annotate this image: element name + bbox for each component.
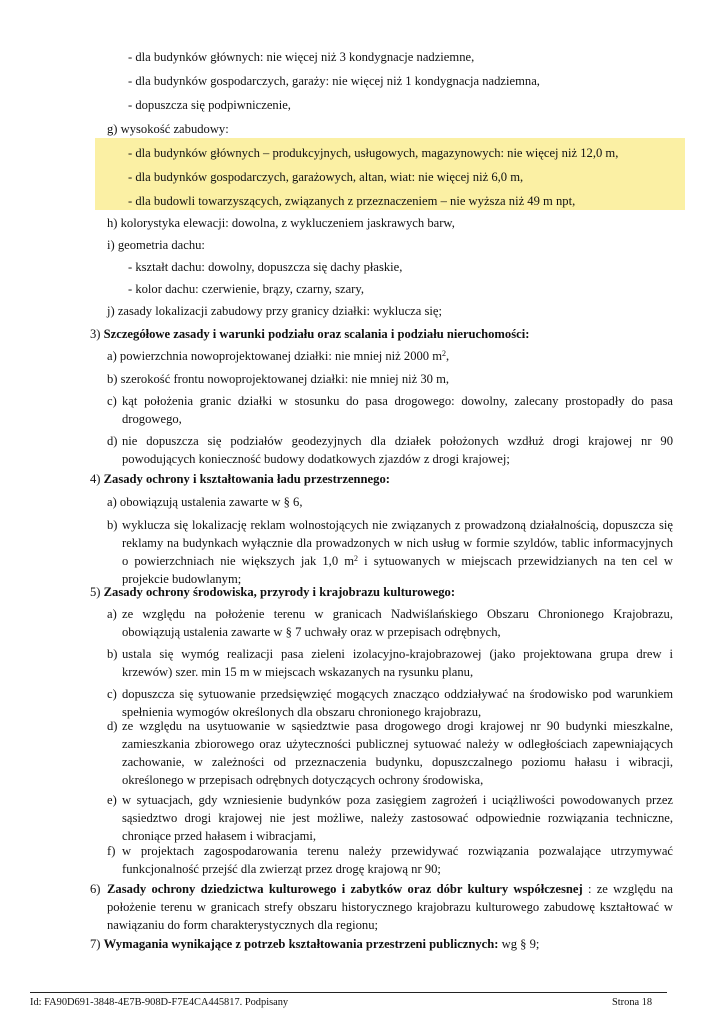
item-g-heading: g) wysokość zabudowy: xyxy=(107,122,229,136)
item-g-line3: - dla budowli towarzyszących, związanych z przeznaczeniem – nie wyższa niż 49 m npt, xyxy=(128,194,576,208)
section-number: 5) xyxy=(90,585,101,599)
line-g-a3: - dopuszcza się podpiwniczenie, xyxy=(128,98,291,112)
item-5d: ze względu na usytuowanie w sąsiedztwie pasa drogowego drogi krajowej nr 90 budynki mieszkalne, zamieszkania zbiorowego oraz użyteczności publicznej sytuować należy w odległościach zapewniających zachowanie, w zależności od przeznaczenia budynku, dopuszczalnego poziomu hałasu i wibracji, określonego w przepisach odrębnych dotyczących ochrony środowiska, xyxy=(122,719,673,787)
item-5b-label: b) xyxy=(107,647,118,661)
item-i-line1: - kształt dachu: dowolny, dopuszcza się dachy płaskie, xyxy=(128,260,403,274)
item-4b-text-end: i sytuowanych w miejscach przewidzianych na ten cel w projekcie budowlanym; xyxy=(122,554,673,586)
item-5c: dopuszcza się sytuowanie przedsięwzięć mogących znacząco oddziaływać na środowisko pod warunkiem spełnienia wymogów określonych dla obszaru chronionego krajobrazu, xyxy=(122,687,673,719)
section-number: 7) xyxy=(90,937,101,951)
item-3d-label: d) xyxy=(107,434,118,448)
section-text: : ze względu na położenie terenu w granicach strefy obszaru historycznego krajobrazu kulturowego zabudowę kształtować w nawiązaniu do form charakterystycznych dla regionu; xyxy=(107,882,673,932)
section-title: Zasady ochrony środowiska, przyrody i krajobrazu kulturowego: xyxy=(103,585,456,599)
item-5c-label: c) xyxy=(107,687,117,701)
item-3a xyxy=(107,347,449,365)
item-5b: ustala się wymóg realizacji pasa zieleni izolacyjno-krajobrazowej (jako projektowana grupa drew i krzewów) szer. min 15 m w miejscach wskazanych na rysunku planu, xyxy=(122,647,673,679)
footer-document-id: Id: FA90D691-3848-4E7B-908D-F7E4CA445817. Podpisany xyxy=(30,997,289,1008)
item-j: j) zasady lokalizacji zabudowy przy granicy działki: wyklucza się; xyxy=(107,304,443,318)
item-5f: w projektach zagospodarowania terenu należy przewidywać rozwiązania pozwalające utrzymywać funkcjonalność przejść dla zwierząt przez drogę krajową nr 90; xyxy=(122,844,673,876)
section-6-number: 6) xyxy=(90,882,101,896)
item-i-heading: i) geometria dachu: xyxy=(107,238,205,252)
section-number: 4) xyxy=(90,472,101,486)
superscript: 2 xyxy=(442,349,447,358)
item-3d: nie dopuszcza się podziałów geodezyjnych dla działek położonych wzdłuż drogi krajowej nr 90 powodujących konieczność budowy dodatkowych zjazdów z drogi krajowej; xyxy=(122,434,673,466)
item-5a-label: a) xyxy=(107,607,117,621)
punctuation: , xyxy=(446,349,450,363)
section-title: Zasady ochrony i kształtowania ładu przestrzennego: xyxy=(103,472,390,486)
superscript: 2 xyxy=(354,554,359,563)
footer-page-number: Strona 18 xyxy=(612,997,653,1008)
item-3c: kąt położenia granic działki w stosunku do pasa drogowego: dowolny, zalecany prostopadły do pasa drogowego, xyxy=(122,394,673,426)
item-4b-label: b) xyxy=(107,518,118,532)
footer-divider xyxy=(30,992,667,993)
section-title: Zasady ochrony dziedzictwa kulturowego i zabytków oraz dóbr kultury współczesnej xyxy=(107,882,583,896)
section-number: 3) xyxy=(90,327,101,341)
item-h: h) kolorystyka elewacji: dowolna, z wykluczeniem jaskrawych barw, xyxy=(107,216,455,230)
section-7-heading xyxy=(90,935,539,953)
item-5a: ze względu na położenie terenu w granicach Nadwiślańskiego Obszaru Chronionego Krajobrazu, obowiązują ustalenia zawarte w § 7 uchwały oraz w przepisach odrębnych, xyxy=(122,607,673,639)
item-5e-label: e) xyxy=(107,793,117,807)
item-4a: a) obowiązują ustalenia zawarte w § 6, xyxy=(107,495,303,509)
item-4b-text: wyklucza się lokalizację reklam wolnostojących nie związanych z prowadzoną działalnością, dopuszcza się reklamy na budynkach wyłącznie dla prowadzonych w nich usług w formie szyldów, tablic informacyjnych o powierzchniach nie większych jak 1,0 m xyxy=(122,518,673,568)
item-g-line1: - dla budynków głównych – produkcyjnych, usługowych, magazynowych: nie więcej niż 12,0 m, xyxy=(128,146,619,160)
section-5-heading xyxy=(90,583,455,601)
section-title: Wymagania wynikające z potrzeb kształtowania przestrzeni publicznych: xyxy=(103,937,499,951)
item-5e: w sytuacjach, gdy wzniesienie budynków poza zasięgiem zagrożeń i uciążliwości powodowanych przez sąsiedztwo drogi krajowej nie jest możliwe, należy zastosować odpowiednie rozwiązania techniczne, chroniące przed hałasem i wibracjami, xyxy=(122,793,673,843)
section-text: wg § 9; xyxy=(498,937,540,951)
item-5d-label: d) xyxy=(107,719,118,733)
item-3c-label: c) xyxy=(107,394,117,408)
item-3b: b) szerokość frontu nowoprojektowanej działki: nie mniej niż 30 m, xyxy=(107,372,450,386)
item-5f-label: f) xyxy=(107,844,116,858)
section-3-heading xyxy=(90,325,529,343)
section-title: Szczegółowe zasady i warunki podziału oraz scalania i podziału nieruchomości: xyxy=(103,327,530,341)
section-4-heading xyxy=(90,470,390,488)
item-i-line2: - kolor dachu: czerwienie, brązy, czarny, szary, xyxy=(128,282,365,296)
section-6 xyxy=(107,880,673,934)
item-3a-text: a) powierzchnia nowoprojektowanej działki: nie mniej niż 2000 m xyxy=(107,349,443,363)
line-g-a2: - dla budynków gospodarczych, garaży: nie więcej niż 1 kondygnacja nadziemna, xyxy=(128,74,540,88)
item-g-line2: - dla budynków gospodarczych, garażowych, altan, wiat: nie więcej niż 6,0 m, xyxy=(128,170,524,184)
item-4b xyxy=(122,516,673,588)
line-g-a1: - dla budynków głównych: nie więcej niż 3 kondygnacje nadziemne, xyxy=(128,50,475,64)
